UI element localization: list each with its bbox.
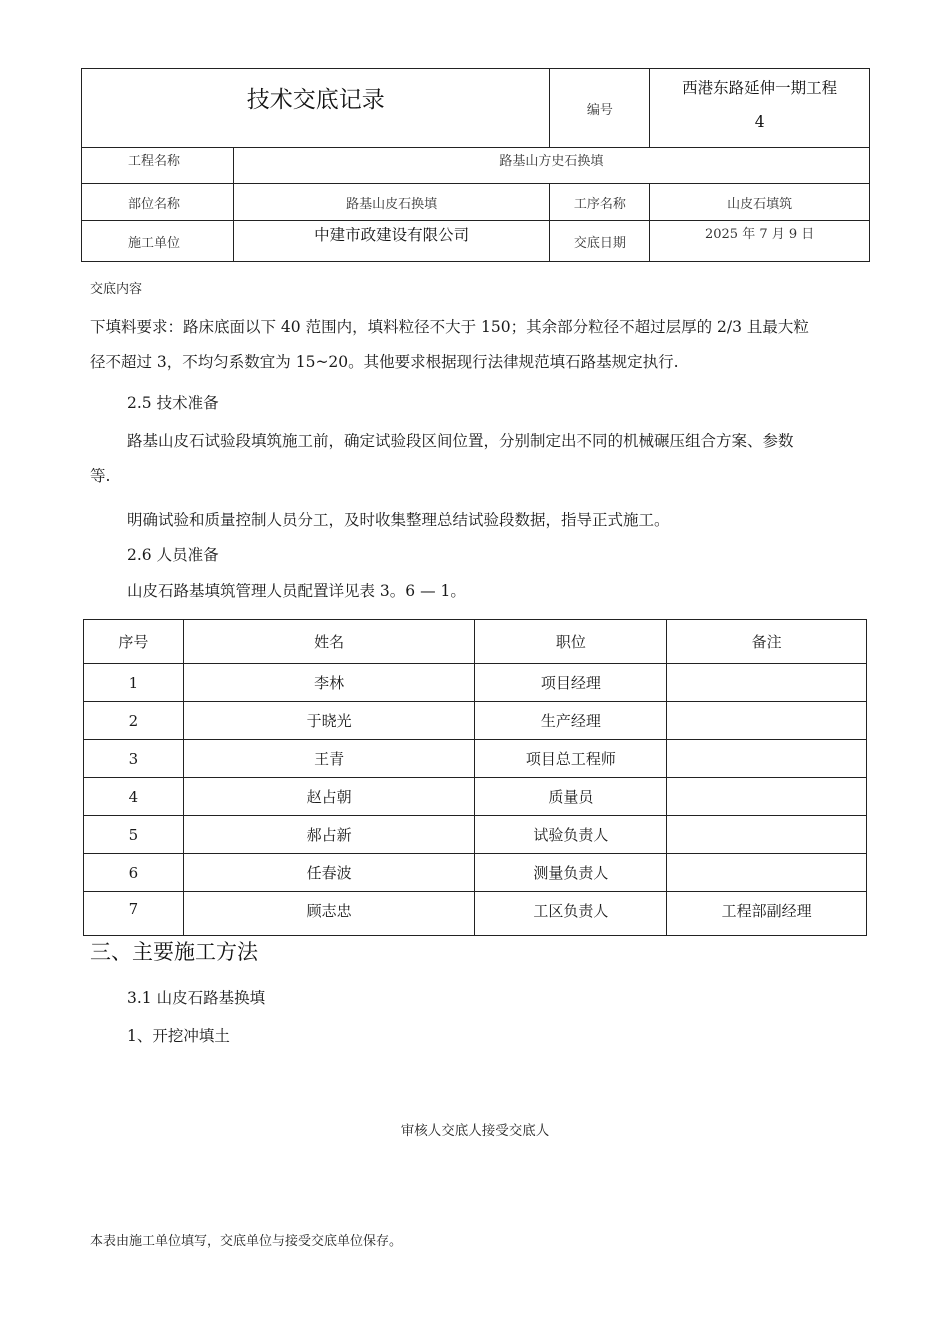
table-cell: 生产经理: [475, 702, 667, 740]
table-header-row: [84, 620, 867, 664]
table-cell: 郝占新: [183, 816, 475, 854]
column-header: 序号: [84, 620, 184, 664]
table-cell: 2: [84, 702, 184, 740]
table-cell: 3: [84, 740, 184, 778]
table-cell: 测量负责人: [475, 854, 667, 892]
column-header: 姓名: [183, 620, 475, 664]
process-name-value: 山皮石填筑: [650, 184, 870, 221]
table-cell: 王青: [183, 740, 475, 778]
para-line: 等.: [90, 467, 111, 485]
table-cell: 工程部副经理: [667, 892, 867, 936]
table-cell: 项目经理: [475, 664, 667, 702]
table-cell: 顾志忠: [183, 892, 475, 936]
table-cell: 7: [84, 892, 184, 936]
number-value-line2: 4: [754, 113, 765, 131]
table-row: [84, 778, 867, 816]
section-2-6-heading: 2.6 人员准备: [127, 546, 219, 564]
paragraph-fill-requirements: [90, 310, 870, 380]
section-3-heading: 三、主要施工方法: [90, 940, 258, 964]
table-cell: 项目总工程师: [475, 740, 667, 778]
table-row: [84, 740, 867, 778]
table-cell: [667, 740, 867, 778]
table-cell: [667, 664, 867, 702]
table-cell: [667, 816, 867, 854]
column-header: 备注: [667, 620, 867, 664]
constructor-value: 中建市政建设有限公司: [233, 221, 550, 262]
table-cell: 赵占朝: [183, 778, 475, 816]
table-cell: [667, 854, 867, 892]
table-cell: 6: [84, 854, 184, 892]
footnote: 本表由施工单位填写，交底单位与接受交底单位保存。: [90, 1234, 403, 1249]
table-cell: 质量员: [475, 778, 667, 816]
item-1-excavation: 1、开挖冲填土: [127, 1027, 230, 1045]
table-cell: 任春波: [183, 854, 475, 892]
date-value: 2025 年 7 月 9 日: [650, 221, 870, 262]
project-name-value: 路基山方史石换填: [233, 148, 869, 184]
project-name-label: 工程名称: [82, 148, 234, 184]
signatures-line: 审核人交底人接受交底人: [400, 1123, 550, 1139]
number-label: 编号: [550, 69, 650, 148]
table-cell: 李林: [183, 664, 475, 702]
para-line: 下填料要求：路床底面以下 40 范围内，填料粒径不大于 150；其余部分粒径不超过层厚的 2/3 且最大粒: [90, 318, 809, 336]
paragraph-staff-config: 山皮石路基填筑管理人员配置详见表 3。6 — 1。: [127, 582, 466, 600]
part-name-value: 路基山皮石换填: [233, 184, 550, 221]
table-cell: 于晓光: [183, 702, 475, 740]
table-row: [84, 664, 867, 702]
header-form-table: [81, 68, 870, 262]
part-name-label: 部位名称: [82, 184, 234, 221]
table-row: [84, 892, 867, 936]
table-cell: 5: [84, 816, 184, 854]
process-name-label: 工序名称: [550, 184, 650, 221]
table-row: [84, 854, 867, 892]
staff-table: [83, 619, 867, 936]
content-label: 交底内容: [90, 282, 143, 297]
table-cell: 工区负责人: [475, 892, 667, 936]
table-row: [84, 702, 867, 740]
section-3-1-heading: 3.1 山皮石路基换填: [127, 989, 266, 1007]
para-line: 路基山皮石试验段填筑施工前，确定试验段区间位置，分别制定出不同的机械碾压组合方案、参数: [127, 432, 794, 450]
paragraph-technical-prep: [90, 424, 870, 494]
table-cell: 4: [84, 778, 184, 816]
table-cell: 1: [84, 664, 184, 702]
constructor-label: 施工单位: [82, 221, 234, 262]
number-value-line1: 西港东路延伸一期工程: [682, 79, 838, 97]
form-title: 技术交底记录: [82, 69, 550, 148]
para-line: 径不超过 3，不均匀系数宜为 15~20。其他要求根据现行法律规范填石路基规定执行.: [90, 353, 679, 371]
paragraph-staff-division: 明确试验和质量控制人员分工，及时收集整理总结试验段数据，指导正式施工。: [127, 511, 670, 529]
date-label: 交底日期: [550, 221, 650, 262]
table-cell: [667, 778, 867, 816]
section-2-5-heading: 2.5 技术准备: [127, 394, 219, 412]
number-value: [650, 69, 870, 148]
table-cell: [667, 702, 867, 740]
column-header: 职位: [475, 620, 667, 664]
table-row: [84, 816, 867, 854]
table-cell: 试验负责人: [475, 816, 667, 854]
